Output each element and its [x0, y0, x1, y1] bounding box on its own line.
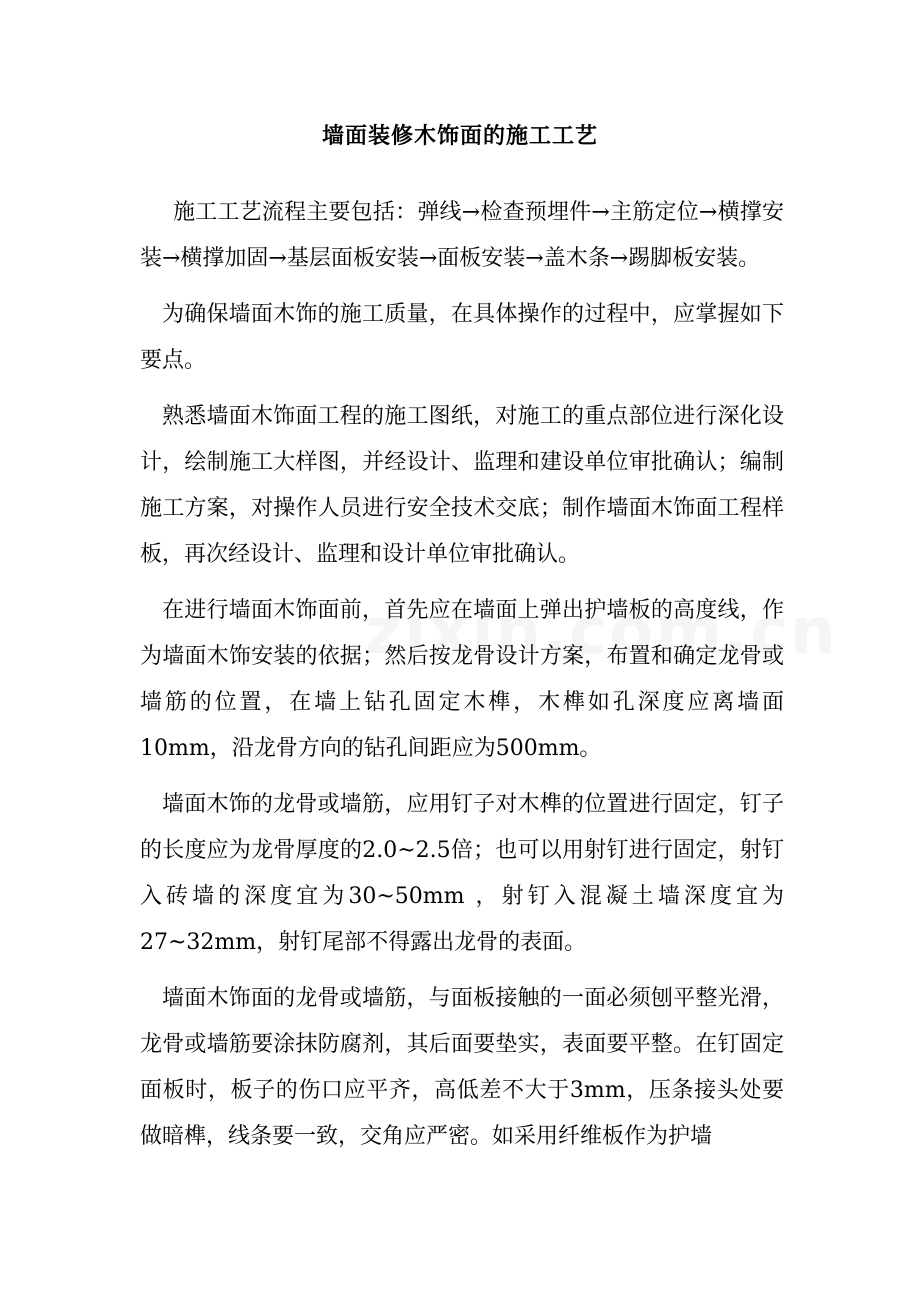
document-body: [140, 190, 784, 1170]
paragraph-quality-points: 为确保墙面木饰的施工质量，在具体操作的过程中，应掌握如下要点。: [140, 302, 784, 373]
paragraph-keel-surface: 墙面木饰面的龙骨或墙筋，与面板接触的一面必须刨平整光滑，龙骨或墙筋要涂抹防腐剂，其后面要垫实，表面要平整。在钉固定面板时，板子的伤口应平齐，高低差不大于3mm，压条接头处要做暗榫，线条要一致，交角应严密。如采用纤维板作为护墙: [140, 986, 784, 1149]
paragraph-fixing-nails: 墙面木饰的龙骨或墙筋，应用钉子对木榫的位置进行固定，钉子的长度应为龙骨厚度的2.0~2.5倍；也可以用射钉进行固定，射钉入砖墙的深度宜为30~50mm ，射钉入混凝土墙深度宜为27~32mm，射钉尾部不得露出龙骨的表面。: [140, 792, 784, 955]
paragraph-height-line: 在进行墙面木饰面前，首先应在墙面上弹出护墙板的高度线，作为墙面木饰安装的依据；然后按龙骨设计方案，布置和确定龙骨或墙筋的位置，在墙上钻孔固定木榫，木榫如孔深度应离墙面10mm，沿龙骨方向的钻孔间距应为500mm。: [140, 598, 784, 761]
paragraph-process-flow: 施工工艺流程主要包括：弹线→检查预埋件→主筋定位→横撑安装→横撑加固→基层面板安装→面板安装→盖木条→踢脚板安装。: [140, 200, 784, 271]
paragraph-drawings-approval: 熟悉墙面木饰面工程的施工图纸，对施工的重点部位进行深化设计，绘制施工大样图，并经设计、监理和建设单位审批确认；编制施工方案，对操作人员进行安全技术交底；制作墙面木饰面工程样板，再次经设计、监理和设计单位审批确认。: [140, 404, 784, 567]
document-title: 墙面装修木饰面的施工工艺: [321, 123, 598, 149]
